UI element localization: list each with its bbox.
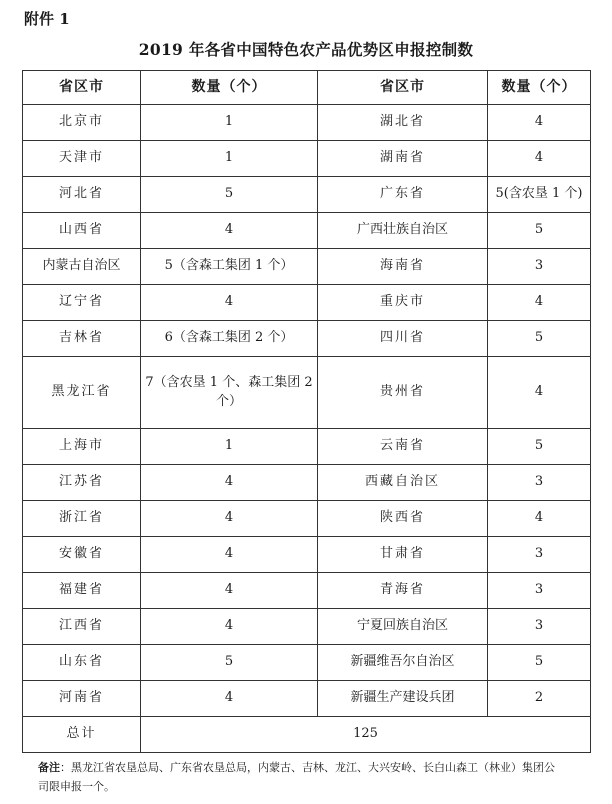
quota-count: 5 (488, 213, 591, 249)
province-name: 河南省 (23, 681, 141, 717)
header-province-right: 省区市 (318, 71, 488, 105)
province-name: 安徽省 (23, 537, 141, 573)
quota-count: 7（含农垦 1 个、森工集团 2 个） (141, 357, 318, 429)
quota-count: 4 (488, 285, 591, 321)
table-row (23, 465, 591, 501)
table-row (23, 105, 591, 141)
quota-count: 4 (141, 501, 318, 537)
quota-count: 4 (141, 213, 318, 249)
quota-count: 3 (488, 249, 591, 285)
document-title: 2019 年各省中国特色农产品优势区申报控制数 (138, 40, 474, 59)
province-name: 广东省 (318, 177, 488, 213)
province-name: 内蒙古自治区 (23, 249, 141, 285)
province-name: 云南省 (318, 429, 488, 465)
quota-count: 4 (488, 501, 591, 537)
province-name: 吉林省 (23, 321, 141, 357)
footnote-text: ：黑龙江省农垦总局、广东省农垦总局，内蒙古、吉林、龙江、大兴安岭、长白山森工（林业）集团公司限申报一个。 (38, 761, 555, 793)
table-row (23, 249, 591, 285)
province-name: 湖南省 (318, 141, 488, 177)
table-row (23, 429, 591, 465)
total-value: 125 (141, 717, 591, 753)
table-row (23, 573, 591, 609)
quota-count: 4 (141, 285, 318, 321)
province-name: 福建省 (23, 573, 141, 609)
table-row (23, 681, 591, 717)
total-label: 总计 (23, 717, 141, 753)
quota-count: 5 (488, 321, 591, 357)
province-name: 天津市 (23, 141, 141, 177)
table-row (23, 177, 591, 213)
province-name: 西藏自治区 (318, 465, 488, 501)
province-name: 山西省 (23, 213, 141, 249)
province-name: 山东省 (23, 645, 141, 681)
province-name: 贵州省 (318, 357, 488, 429)
table-row (23, 321, 591, 357)
province-name: 宁夏回族自治区 (318, 609, 488, 645)
quota-count: 4 (488, 141, 591, 177)
table-row (23, 285, 591, 321)
table-row (23, 645, 591, 681)
quota-count: 5 (488, 429, 591, 465)
province-name: 新疆维吾尔自治区 (318, 645, 488, 681)
header-province-left: 省区市 (23, 71, 141, 105)
province-name: 江西省 (23, 609, 141, 645)
quota-count: 4 (488, 357, 591, 429)
province-name: 黑龙江省 (23, 357, 141, 429)
quota-count: 3 (488, 609, 591, 645)
footnote-label: 备注 (38, 761, 60, 774)
quota-count: 5（含森工集团 1 个） (141, 249, 318, 285)
province-name: 河北省 (23, 177, 141, 213)
table-row (23, 213, 591, 249)
table-row (23, 537, 591, 573)
table-row (23, 609, 591, 645)
quota-count: 4 (141, 681, 318, 717)
quota-count: 4 (141, 609, 318, 645)
province-name: 新疆生产建设兵团 (318, 681, 488, 717)
quota-count: 4 (141, 465, 318, 501)
quota-count: 3 (488, 465, 591, 501)
quota-count: 1 (141, 105, 318, 141)
quota-count: 1 (141, 141, 318, 177)
quota-table (22, 70, 591, 753)
quota-count: 5 (488, 645, 591, 681)
header-count-right: 数量（个） (488, 71, 591, 105)
quota-count: 1 (141, 429, 318, 465)
table-header-row (23, 71, 591, 105)
table-row (23, 141, 591, 177)
quota-count: 3 (488, 573, 591, 609)
province-name: 辽宁省 (23, 285, 141, 321)
quota-count: 3 (488, 537, 591, 573)
quota-count: 5(含农垦 1 个) (488, 177, 591, 213)
province-name: 四川省 (318, 321, 488, 357)
province-name: 甘肃省 (318, 537, 488, 573)
footnote (38, 758, 558, 796)
province-name: 海南省 (318, 249, 488, 285)
province-name: 上海市 (23, 429, 141, 465)
province-name: 陕西省 (318, 501, 488, 537)
attachment-label: 附件 1 (24, 10, 70, 28)
quota-count: 6（含森工集团 2 个） (141, 321, 318, 357)
quota-count: 2 (488, 681, 591, 717)
quota-count: 4 (488, 105, 591, 141)
quota-count: 5 (141, 177, 318, 213)
quota-count: 4 (141, 573, 318, 609)
province-name: 广西壮族自治区 (318, 213, 488, 249)
table-row (23, 501, 591, 537)
header-count-left: 数量（个） (141, 71, 318, 105)
province-name: 重庆市 (318, 285, 488, 321)
total-row (23, 717, 591, 753)
province-name: 北京市 (23, 105, 141, 141)
province-name: 青海省 (318, 573, 488, 609)
quota-count: 5 (141, 645, 318, 681)
quota-count: 4 (141, 537, 318, 573)
province-name: 湖北省 (318, 105, 488, 141)
province-name: 江苏省 (23, 465, 141, 501)
province-name: 浙江省 (23, 501, 141, 537)
table-row (23, 357, 591, 429)
